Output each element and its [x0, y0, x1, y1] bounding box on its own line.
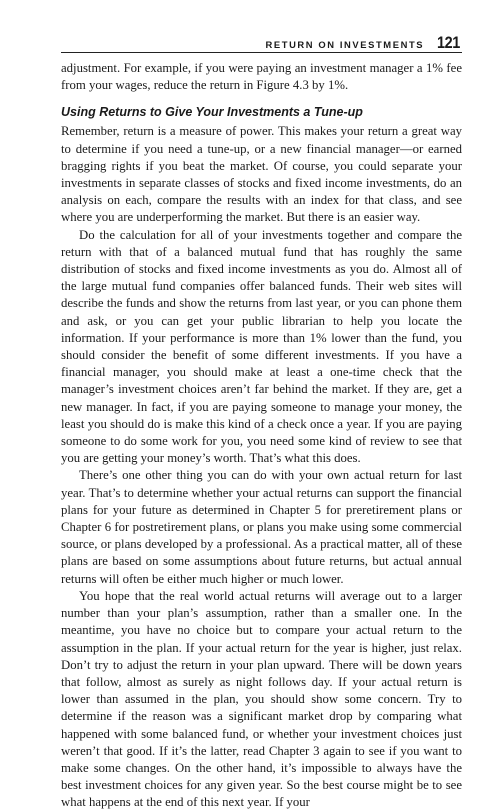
page-number: 121 — [437, 33, 460, 52]
paragraph-2: Do the calculation for all of your investments together and compare the return with that of a balanced mutual fund that has roughly the same distribution of stocks and fixed income investments as you do. Almost all of the large mutual fund companies offer balanced funds. Their web sites will describe the funds and show the returns from last year, or you can phone them and ask, or you can get your public librarian to help you locate the information. If your performance is more than 1% lower than the fund, you should consider the benefit of some different investments. If you have a financial manager, you should make at least a one-time check that the manager’s investment choices aren’t far behind the market. If they are, get a new manager. In fact, if you are paying someone to manage your money, the least you should do is make this kind of a check once a year. If you are paying someone to do some work for you, you need some kind of review to see that you are getting your money’s worth. That’s what this does. — [61, 227, 462, 466]
paragraph-continued: adjustment. For example, if you were paying an investment manager a 1% fee from your wages, reduce the return in Figure 4.3 by 1%. — [61, 61, 462, 93]
header-rule — [61, 52, 462, 53]
section-heading: Using Returns to Give Your Investments a Tune-up — [61, 105, 363, 120]
running-head — [60, 33, 460, 53]
paragraph-1: Remember, return is a measure of power. This makes your return a great way to determine if you need a tune-up, or a new financial manager—or earned bragging rights if you beat the market. Of course, you could separate your investments in separate classes of stocks and fixed income investments, do an analysis on each, compare the results with an index for that class, and see where you are underperforming the market. But there is an easier way. — [61, 124, 462, 225]
paragraph-3: There’s one other thing you can do with your own actual return for last year. That’s to determine whether your actual returns can support the financial plans for your future as determined in Chapter 5 for preretirement plans or Chapter 6 for postretirement plans, or plans you make using some commercial source, or plans developed by a professional. As a practical matter, all of these plans are based on some assumptions about future returns, but actual annual returns will often be either much higher or much lower. — [61, 468, 462, 586]
running-head-title: RETURN ON INVESTMENTS — [265, 39, 425, 50]
page-body — [61, 60, 462, 812]
paragraph-4: You hope that the real world actual returns will average out to a larger number than your plan’s assumption, rather than a smaller one. In the meantime, you have no choice but to compare your actual return to the assumption in the plan. If your actual return for the year is higher, just relax. Don’t try to adjust the return in your plan upward. There will be down years that follow, almost as surely as night follows day. If your actual return is lower than assumed in the plan, you should show some concern. Try to determine if the reason was a significant market drop by comparing what happened with some balanced fund, or whether your investment choices just weren’t that good. If it’s the latter, read Chapter 3 again to see if you want to make some changes. On the other hand, it’s impossible to always have the best investment choices for any given year. So the best course might be to see what happens at the end of this next year. If your — [61, 588, 462, 810]
